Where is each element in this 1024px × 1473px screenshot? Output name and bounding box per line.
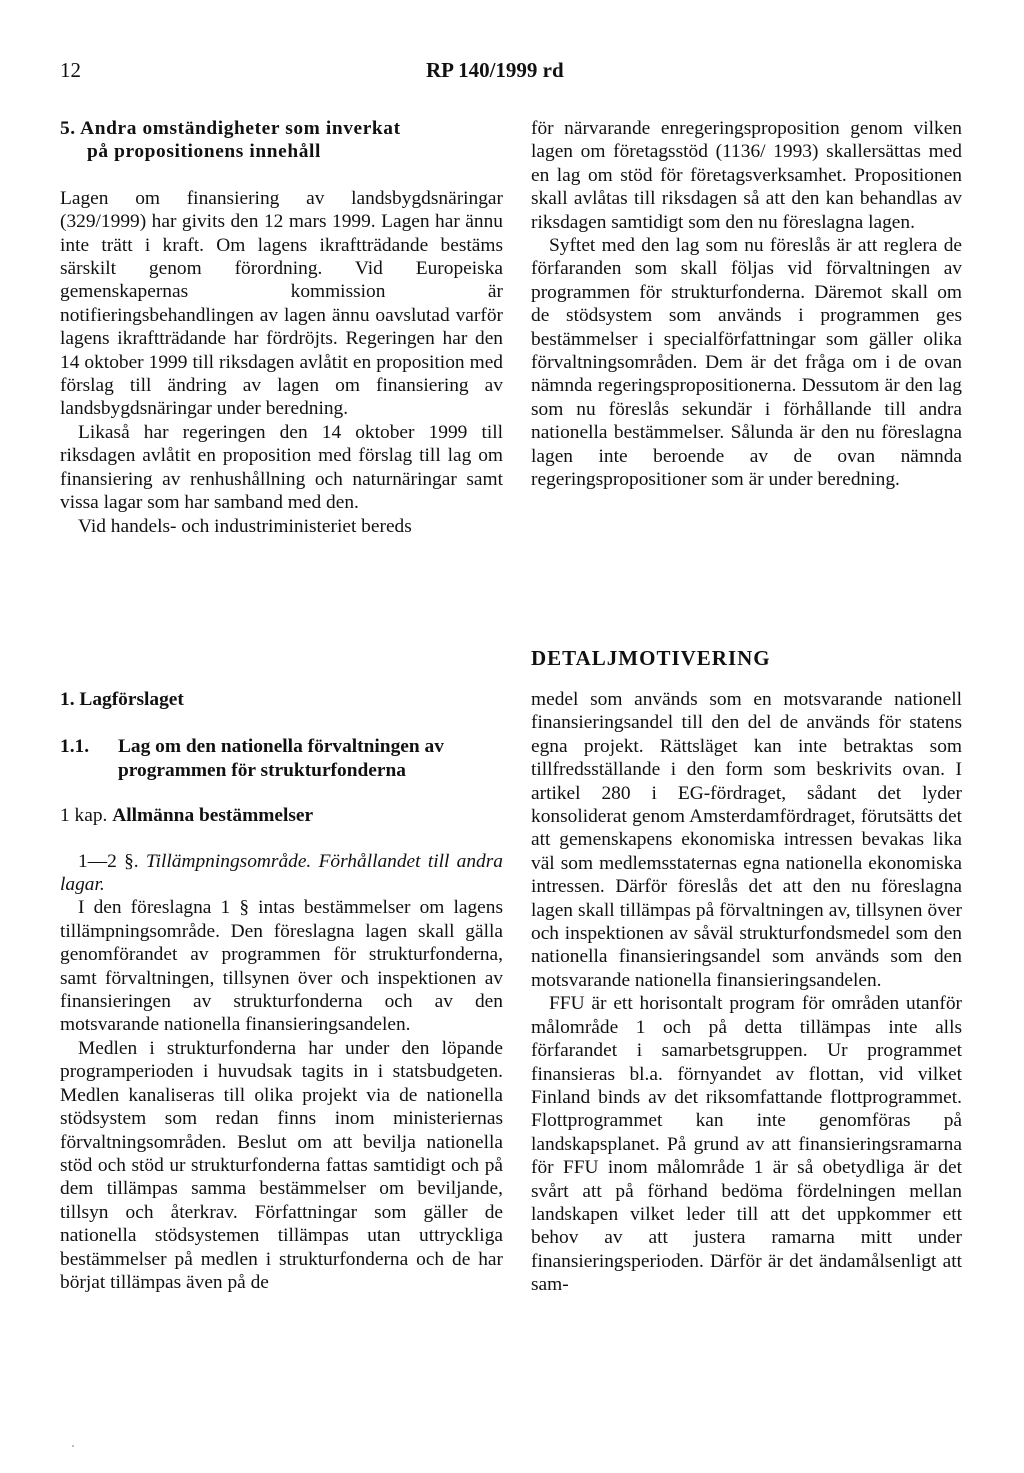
paragraph: för närvarande enregeringsproposition genom vilken lagen om företagsstöd (1136/ 1993) skallersättas med en lag om stöd för företagsverksamhet. Propositionen skall avlåtas till riksdagen så att den kan behandlas av riksdagen samtidigt som den nu föreslagna lagen. [531,118,962,233]
detail-heading: DETALJMOTIVERING [531,646,771,670]
section-5-heading-line1: 5. Andra omständigheter som inverkat [60,118,401,139]
paragraph: Vid handels- och industriministeriet bereds [78,515,412,537]
paragraph: Likaså har regeringen den 14 oktober 1999 till riksdagen avlåtit en proposition med förslag till lag om finansiering av renhushållning och naturnäringar samt vissa lagar som har samband med den. [60,421,503,514]
section-5-right-column [531,117,962,492]
section-5-heading [60,117,503,164]
detail-right-column [531,688,962,1297]
paragraph: I den föreslagna 1 § intas bestämmelser om lagens tillämpningsområde. Den föreslagna lagen skall gälla genomförandet av programmen för strukturfonderna, samt förvaltningen, tillsynen över och inspektionen av finansieringen av strukturfonderna och av den motsvarande nationella finansieringsandelen. [60,897,503,1036]
running-header: RP 140/1999 rd [426,58,564,82]
chapter-title: Allmänna bestämmelser [112,805,314,827]
section-title [60,850,503,897]
page-number: 12 [60,58,81,82]
heading-kap-1 [60,804,503,827]
paragraph: FFU är ett horisontalt program för områden utanför målområde 1 och på detta tillämpas inte alls förfarandet i samarbetsgruppen. Ur programmet finansieras bl.a. förnyandet av flottan, vid vilket Finland binds av det riksomfattande flottprogrammet. Flottprogrammet kan inte genomföras på landskapsplanet. På grund av att finansieringsramarna för FFU inom målområde 1 är så obetydliga är det svårt att på förhand bedöma fördelningen mellan landskapen vilket leder till att det uppkommer ett behov av att justera ramarna mitt under finansieringsperioden. Därför är det ändamålsenligt att sam- [531,993,962,1296]
paragraph: medel som används som en motsvarande nationell finansieringsandel till den del de används för statens egna projekt. Rättsläget kan inte betraktas som tillfredsställande i den form som beskrivits ovan. I artikel 280 i EG-fördraget, sådant det lyder konsoliderat genom Amsterdamfördraget, förutsätts det att gemenskapens ekonomiska intressen bevakas lika väl som medlemsstaternas egna nationella ekonomiska intressen. Därför föreslås det att den nu föreslagna lagen skall tillämpas på förvaltningen av, tillsynen över och inspektionen av såväl strukturfondsmedel som den nationella finansieringsandel som används som den motsvarande nationella finansieringsandelen. [531,689,962,991]
paragraph: Medlen i strukturfonderna har under den löpande programperioden i huvudsak tagits in i statsbudgeten. Medlen kanaliseras till olika projekt via de nationella stödsystem som redan finns inom ministeriernas förvaltningsområden. Beslut om att bevilja nationella stöd och stöd ur strukturfonderna fattas samtidigt och på dem tillämpas samma bestämmelser om beviljande, tillsyn och återkrav. Författningar som gäller de nationella stödsystemen tillämpas utan uttryckliga bestämmelser på medlen i strukturfonderna och de har börjat tillämpas även på de [60,1037,503,1293]
paragraph: Lagen om finansiering av landsbygdsnäringar (329/1999) har givits den 12 mars 1999. Lagen har ännu inte trätt i kraft. Om lagens ikraftträdande bestäms särskilt genom förordning. Vid Europeiska gemenskapernas kommission är notifieringsbehandlingen av lagen ännu oavslutad varför lagens ikraftträdande har fördröjts. Regeringen har den 14 oktober 1999 till riksdagen avlåtit en proposition med förslag till ändring av lagen om finansiering av landsbygdsnäringar under beredning. [60,187,503,420]
heading-lag-1-1 [60,735,503,782]
section-ref: 1—2 §. [78,850,139,872]
heading-number: 1.1. [60,736,90,758]
detail-left-column [60,688,503,1294]
paragraph: Syftet med den lag som nu föreslås är att reglera de förfaranden som skall följas vid förvaltningen av programmen för strukturfonderna. Däremot skall om de stödsystem som används i programmen ges bestämmelser i specialförfattningar som gäller olika förvaltningsområden. Dem är det fråga om i de ovan nämnda regeringspropositionerna. Dessutom är den lag som nu föreslås sekundär i förhållande till andra nationella bestämmelser. Sålunda är den nu föreslagna lagen inte beroende av de ovan nämnda regeringspropositioner som är under beredning. [531,235,962,491]
chapter-number: 1 kap. [60,805,108,827]
heading-text: Lag om den nationella förvaltningen av programmen för strukturfonderna [118,736,444,781]
scan-speck [72,1445,74,1447]
section-title-text: Tillämpningsområde. Förhållandet till andra lagar. [60,850,503,896]
heading-lagforslaget: 1. Lagförslaget [60,689,184,710]
section-5-heading-line2: på propositionens innehåll [87,141,321,163]
section-5-column [60,117,503,538]
